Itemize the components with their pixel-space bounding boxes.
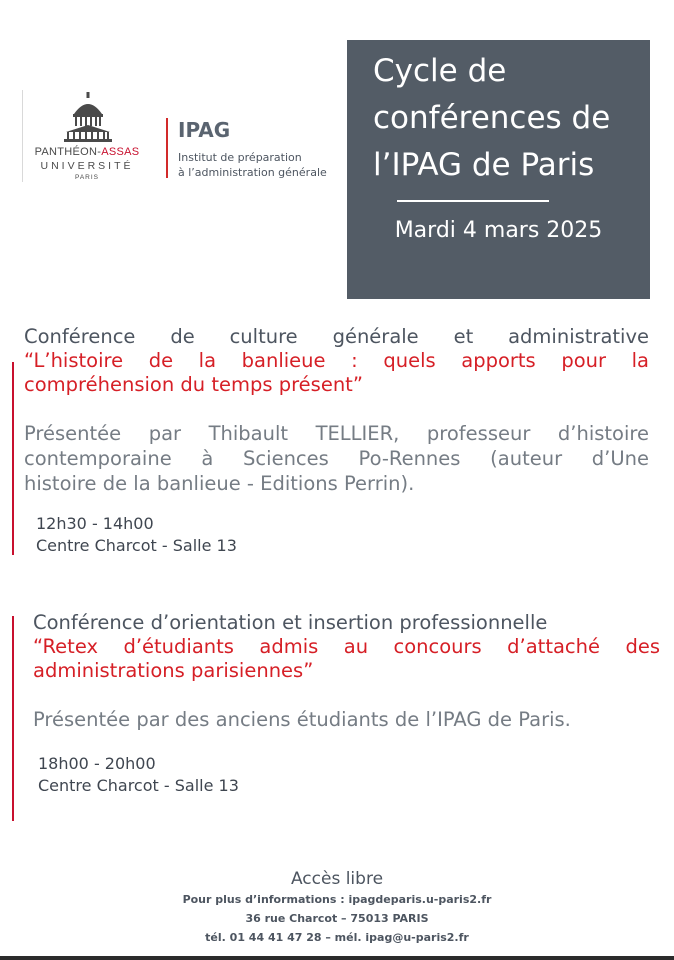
conference-1-quote-line-1: “L’histoire de la banlieue : quels apports pour la (24, 349, 649, 372)
cycle-title-line-2: conférences de (373, 100, 611, 136)
ipag-subtitle (178, 150, 327, 180)
ipag-subtitle-line-2: à l’administration générale (178, 166, 327, 179)
conference-1-heading: Conférence de culture générale et administrative (24, 325, 649, 348)
conference-1-side-bar (12, 362, 14, 555)
footer-address: 36 rue Charcot – 75013 PARIS (245, 912, 429, 925)
header-rule (397, 200, 549, 202)
conference-1-presenter-line-2: contemporaine à Sciences Po-Rennes (auteur d’Une (24, 447, 649, 470)
footer-info: Pour plus d’informations : ipagdeparis.u-paris2.fr (182, 893, 492, 906)
cycle-title-line-1: Cycle de (373, 53, 507, 89)
ipag-subtitle-line-1: Institut de préparation (178, 151, 302, 164)
conference-1-time: 12h30 - 14h00 (36, 514, 154, 533)
conference-2-time: 18h00 - 20h00 (38, 754, 156, 773)
conference-2-quote-line-2: administrations parisiennes” (33, 659, 314, 682)
conference-2-presenter: Présentée par des anciens étudiants de l’IPAG de Paris. (33, 708, 571, 731)
conference-2-side-bar (12, 616, 14, 821)
assas-text: ASSAS (101, 146, 140, 158)
logo-red-separator (166, 118, 168, 178)
conference-2-quote-line-1: “Retex d’étudiants admis au concours d’attaché des (33, 635, 660, 658)
conference-1-section (12, 324, 652, 558)
footer (0, 868, 674, 947)
conference-1-quote-line-2: compréhension du temps présent” (24, 373, 363, 396)
logo-block (22, 90, 342, 182)
conference-2-heading: Conférence d’orientation et insertion professionnelle (33, 611, 548, 634)
conference-1-place: Centre Charcot - Salle 13 (36, 536, 237, 555)
cycle-title (373, 48, 643, 189)
footer-contact: tél. 01 44 41 47 28 – mél. ipag@u-paris2.fr (205, 931, 469, 944)
universite-text: UNIVERSITÉ (40, 160, 134, 172)
conference-1-presenter-line-1: Présentée par Thibault TELLIER, professeur d’histoire (24, 422, 649, 445)
conference-2-section (12, 610, 662, 824)
paris-text: PARIS (74, 174, 100, 181)
event-date: Mardi 4 mars 2025 (394, 218, 603, 243)
pantheon-dome-icon (64, 92, 112, 142)
cycle-title-line-3: l’IPAG de Paris (373, 147, 595, 183)
university-name-line (22, 146, 152, 158)
footer-access: Accès libre (290, 869, 384, 889)
pantheon-text: PANTHÉON- (34, 146, 102, 158)
bottom-edge-bar (0, 956, 674, 960)
ipag-logo-title: IPAG (178, 118, 231, 142)
header-box (347, 40, 650, 299)
conference-1-presenter-line-3: histoire de la banlieue - Editions Perrin). (24, 472, 415, 495)
conference-2-place: Centre Charcot - Salle 13 (38, 776, 239, 795)
